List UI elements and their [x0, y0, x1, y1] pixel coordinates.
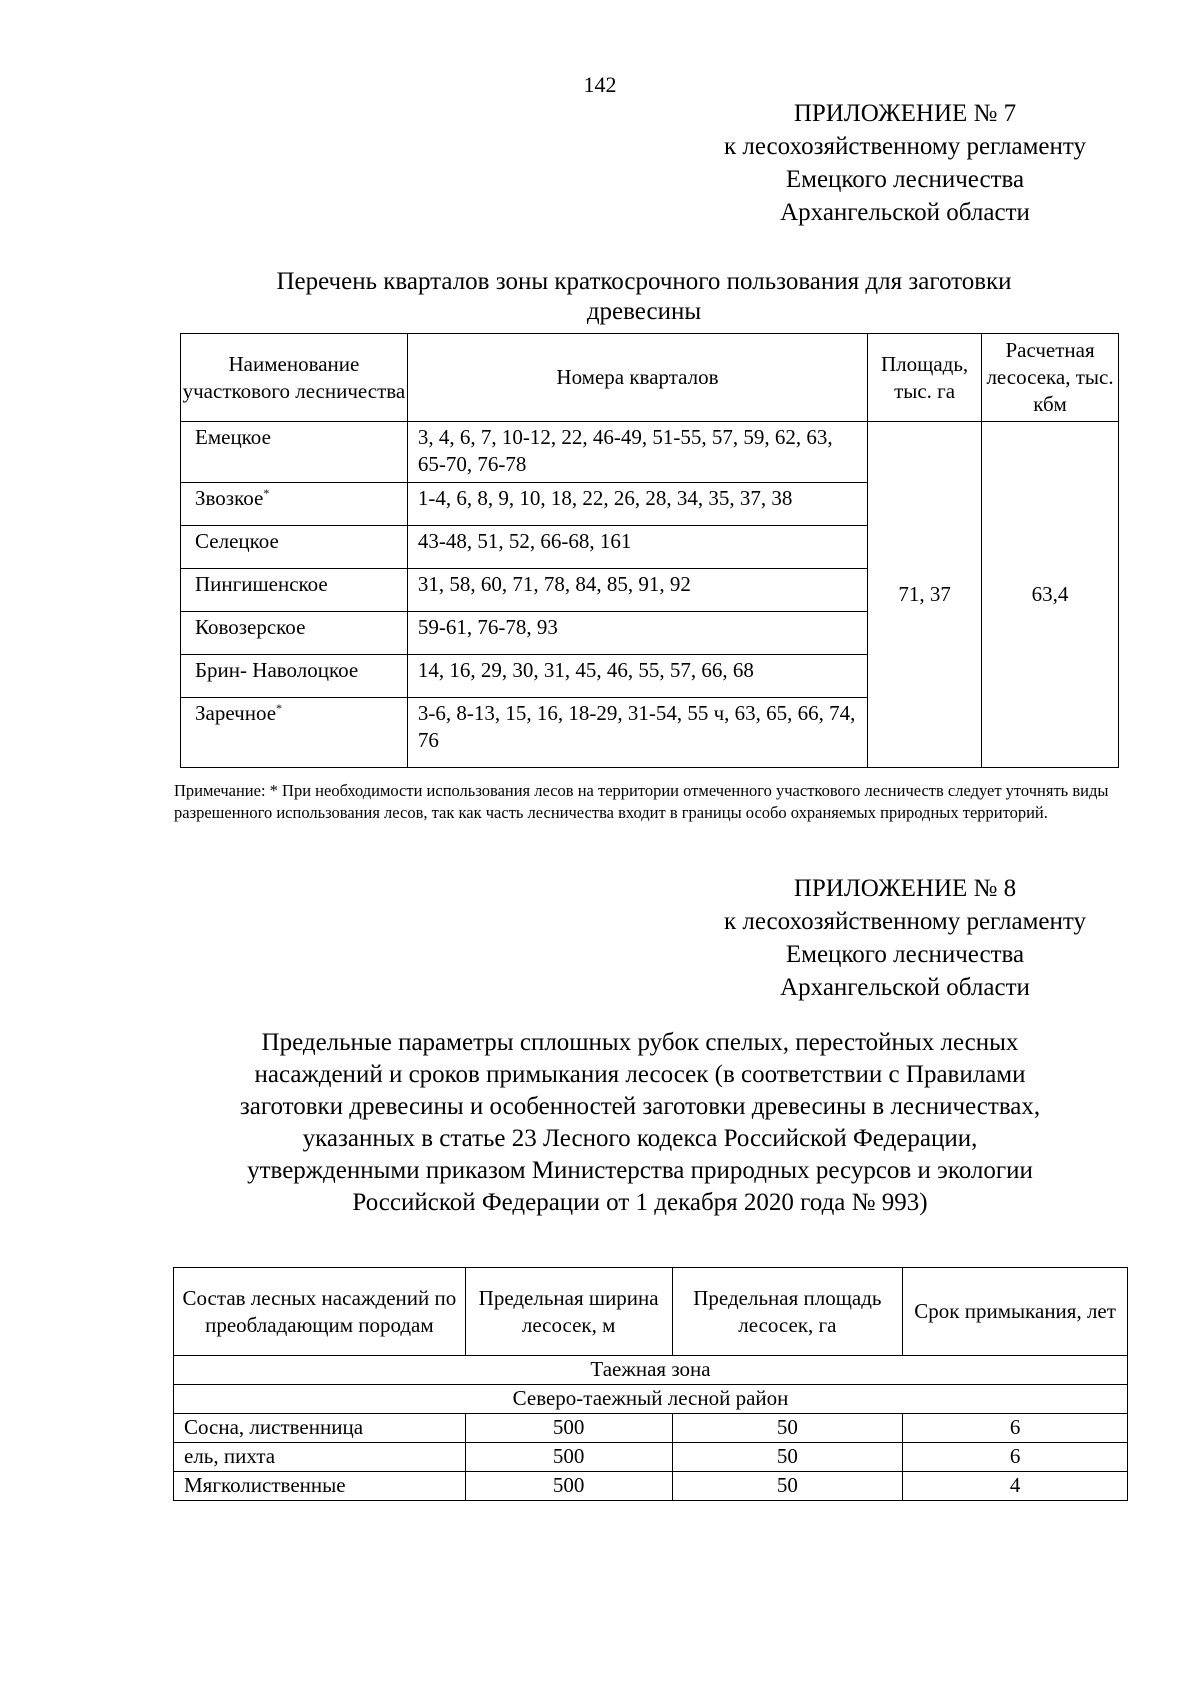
- table2-title-line: Предельные параметры сплошных рубок спелых, перестойных лесных: [261, 1029, 1019, 1056]
- area-value: 71, 37: [868, 422, 982, 768]
- forestry-name: Ковозерское: [181, 612, 408, 655]
- species-cell: Сосна, лиственница: [174, 1414, 466, 1443]
- quarter-numbers: 3, 4, 6, 7, 10-12, 22, 46-49, 51-55, 57, 59, 62, 63, 65-70, 76-78: [407, 422, 867, 483]
- region-row: [174, 1385, 1128, 1414]
- species-cell: ель, пихта: [174, 1443, 466, 1472]
- appendix-8-header: [690, 872, 1120, 1004]
- header-adjacency-term: Срок примыкания, лет: [903, 1268, 1128, 1356]
- header-max-area: Предельная площадь лесосек, га: [672, 1268, 903, 1356]
- quarters-table: [180, 333, 1119, 768]
- appendix-7-line3: Архангельской области: [780, 199, 1030, 226]
- table2-title-line: насаждений и сроков примыкания лесосек (в соответствии с Правилами: [254, 1061, 1026, 1088]
- quarter-numbers: 1-4, 6, 8, 9, 10, 18, 22, 26, 28, 34, 35, 37, 38: [407, 483, 867, 526]
- appendix-8-line1: к лесохозяйственному регламенту: [723, 908, 1087, 935]
- width-cell: 500: [465, 1443, 672, 1472]
- table2-title: [160, 1027, 1120, 1219]
- header-allowable-cut: Расчетная лесосека, тыс. кбм: [982, 334, 1119, 422]
- forestry-name: Емецкое: [181, 422, 408, 483]
- quarter-numbers: 59-61, 76-78, 93: [407, 612, 867, 655]
- table-row: [174, 1414, 1128, 1443]
- appendix-8-line3: Архангельской области: [780, 974, 1030, 1001]
- page-number: 142: [583, 72, 617, 97]
- forestry-name: Заречное*: [181, 698, 408, 768]
- table2-title-line: Российской Федерации от 1 декабря 2020 года № 993): [352, 1189, 928, 1216]
- table2-header-row: [174, 1268, 1128, 1356]
- clearcut-parameters-table: [173, 1267, 1128, 1501]
- table1-title: [160, 267, 1128, 327]
- header-composition: Состав лесных насаждений по преобладающим породам: [174, 1268, 466, 1356]
- area-cell: 50: [672, 1443, 903, 1472]
- forestry-name: Брин- Наволоцкое: [181, 655, 408, 698]
- header-quarter-numbers: Номера кварталов: [407, 334, 867, 422]
- area-cell: 50: [672, 1414, 903, 1443]
- table-row: [181, 422, 1119, 483]
- allowable-cut-value: 63,4: [982, 422, 1119, 768]
- term-cell: 6: [903, 1414, 1128, 1443]
- appendix-8-line2: Емецкого лесничества: [785, 941, 1025, 968]
- quarter-numbers: 14, 16, 29, 30, 31, 45, 46, 55, 57, 66, 68: [407, 655, 867, 698]
- area-cell: 50: [672, 1472, 903, 1501]
- table2-title-line: заготовки древесины и особенностей заготовки древесины в лесничествах,: [239, 1093, 1041, 1120]
- appendix-7-line1: к лесохозяйственному регламенту: [723, 133, 1087, 160]
- quarter-numbers: 31, 58, 60, 71, 78, 84, 85, 91, 92: [407, 569, 867, 612]
- species-cell: Мягколиственные: [174, 1472, 466, 1501]
- appendix-7-header: [690, 97, 1120, 229]
- appendix-8-heading: ПРИЛОЖЕНИЕ № 8: [793, 875, 1017, 902]
- table1-note: Примечание: * При необходимости использования лесов на территории отмеченного участкового лесничеств следует уточнять виды разрешенного использования лесов, так как часть лесничества входит в границы особо охраняемых природных территорий.: [174, 781, 1109, 822]
- table1-title-line1: Перечень кварталов зоны краткосрочного пользования для заготовки: [276, 268, 1012, 295]
- term-cell: 6: [903, 1443, 1128, 1472]
- table-row: [174, 1443, 1128, 1472]
- width-cell: 500: [465, 1414, 672, 1443]
- table2-title-line: утвержденными приказом Министерства природных ресурсов и экологии: [247, 1157, 1033, 1184]
- appendix-7-heading: ПРИЛОЖЕНИЕ № 7: [793, 100, 1017, 127]
- width-cell: 500: [465, 1472, 672, 1501]
- table-row: [174, 1472, 1128, 1501]
- appendix-7-line2: Емецкого лесничества: [785, 166, 1025, 193]
- table1-header-row: [181, 334, 1119, 422]
- table1-title-line2: древесины: [586, 298, 702, 325]
- zone-row: [174, 1356, 1128, 1385]
- table2-title-line: указанных в статье 23 Лесного кодекса Российской Федерации,: [302, 1125, 978, 1152]
- forestry-name: Звозкое*: [181, 483, 408, 526]
- quarter-numbers: 3-6, 8-13, 15, 16, 18-29, 31-54, 55 ч, 63, 65, 66, 74, 76: [407, 698, 867, 768]
- forestry-name: Пингишенское: [181, 569, 408, 612]
- header-max-width: Предельная ширина лесосек, м: [465, 1268, 672, 1356]
- region-label: Северо-таежный лесной район: [174, 1385, 1128, 1414]
- header-forestry-name: Наименование участкового лесничества: [181, 334, 408, 422]
- term-cell: 4: [903, 1472, 1128, 1501]
- zone-label: Таежная зона: [174, 1356, 1128, 1385]
- quarter-numbers: 43-48, 51, 52, 66-68, 161: [407, 526, 867, 569]
- forestry-name: Селецкое: [181, 526, 408, 569]
- header-area: Площадь, тыс. га: [868, 334, 982, 422]
